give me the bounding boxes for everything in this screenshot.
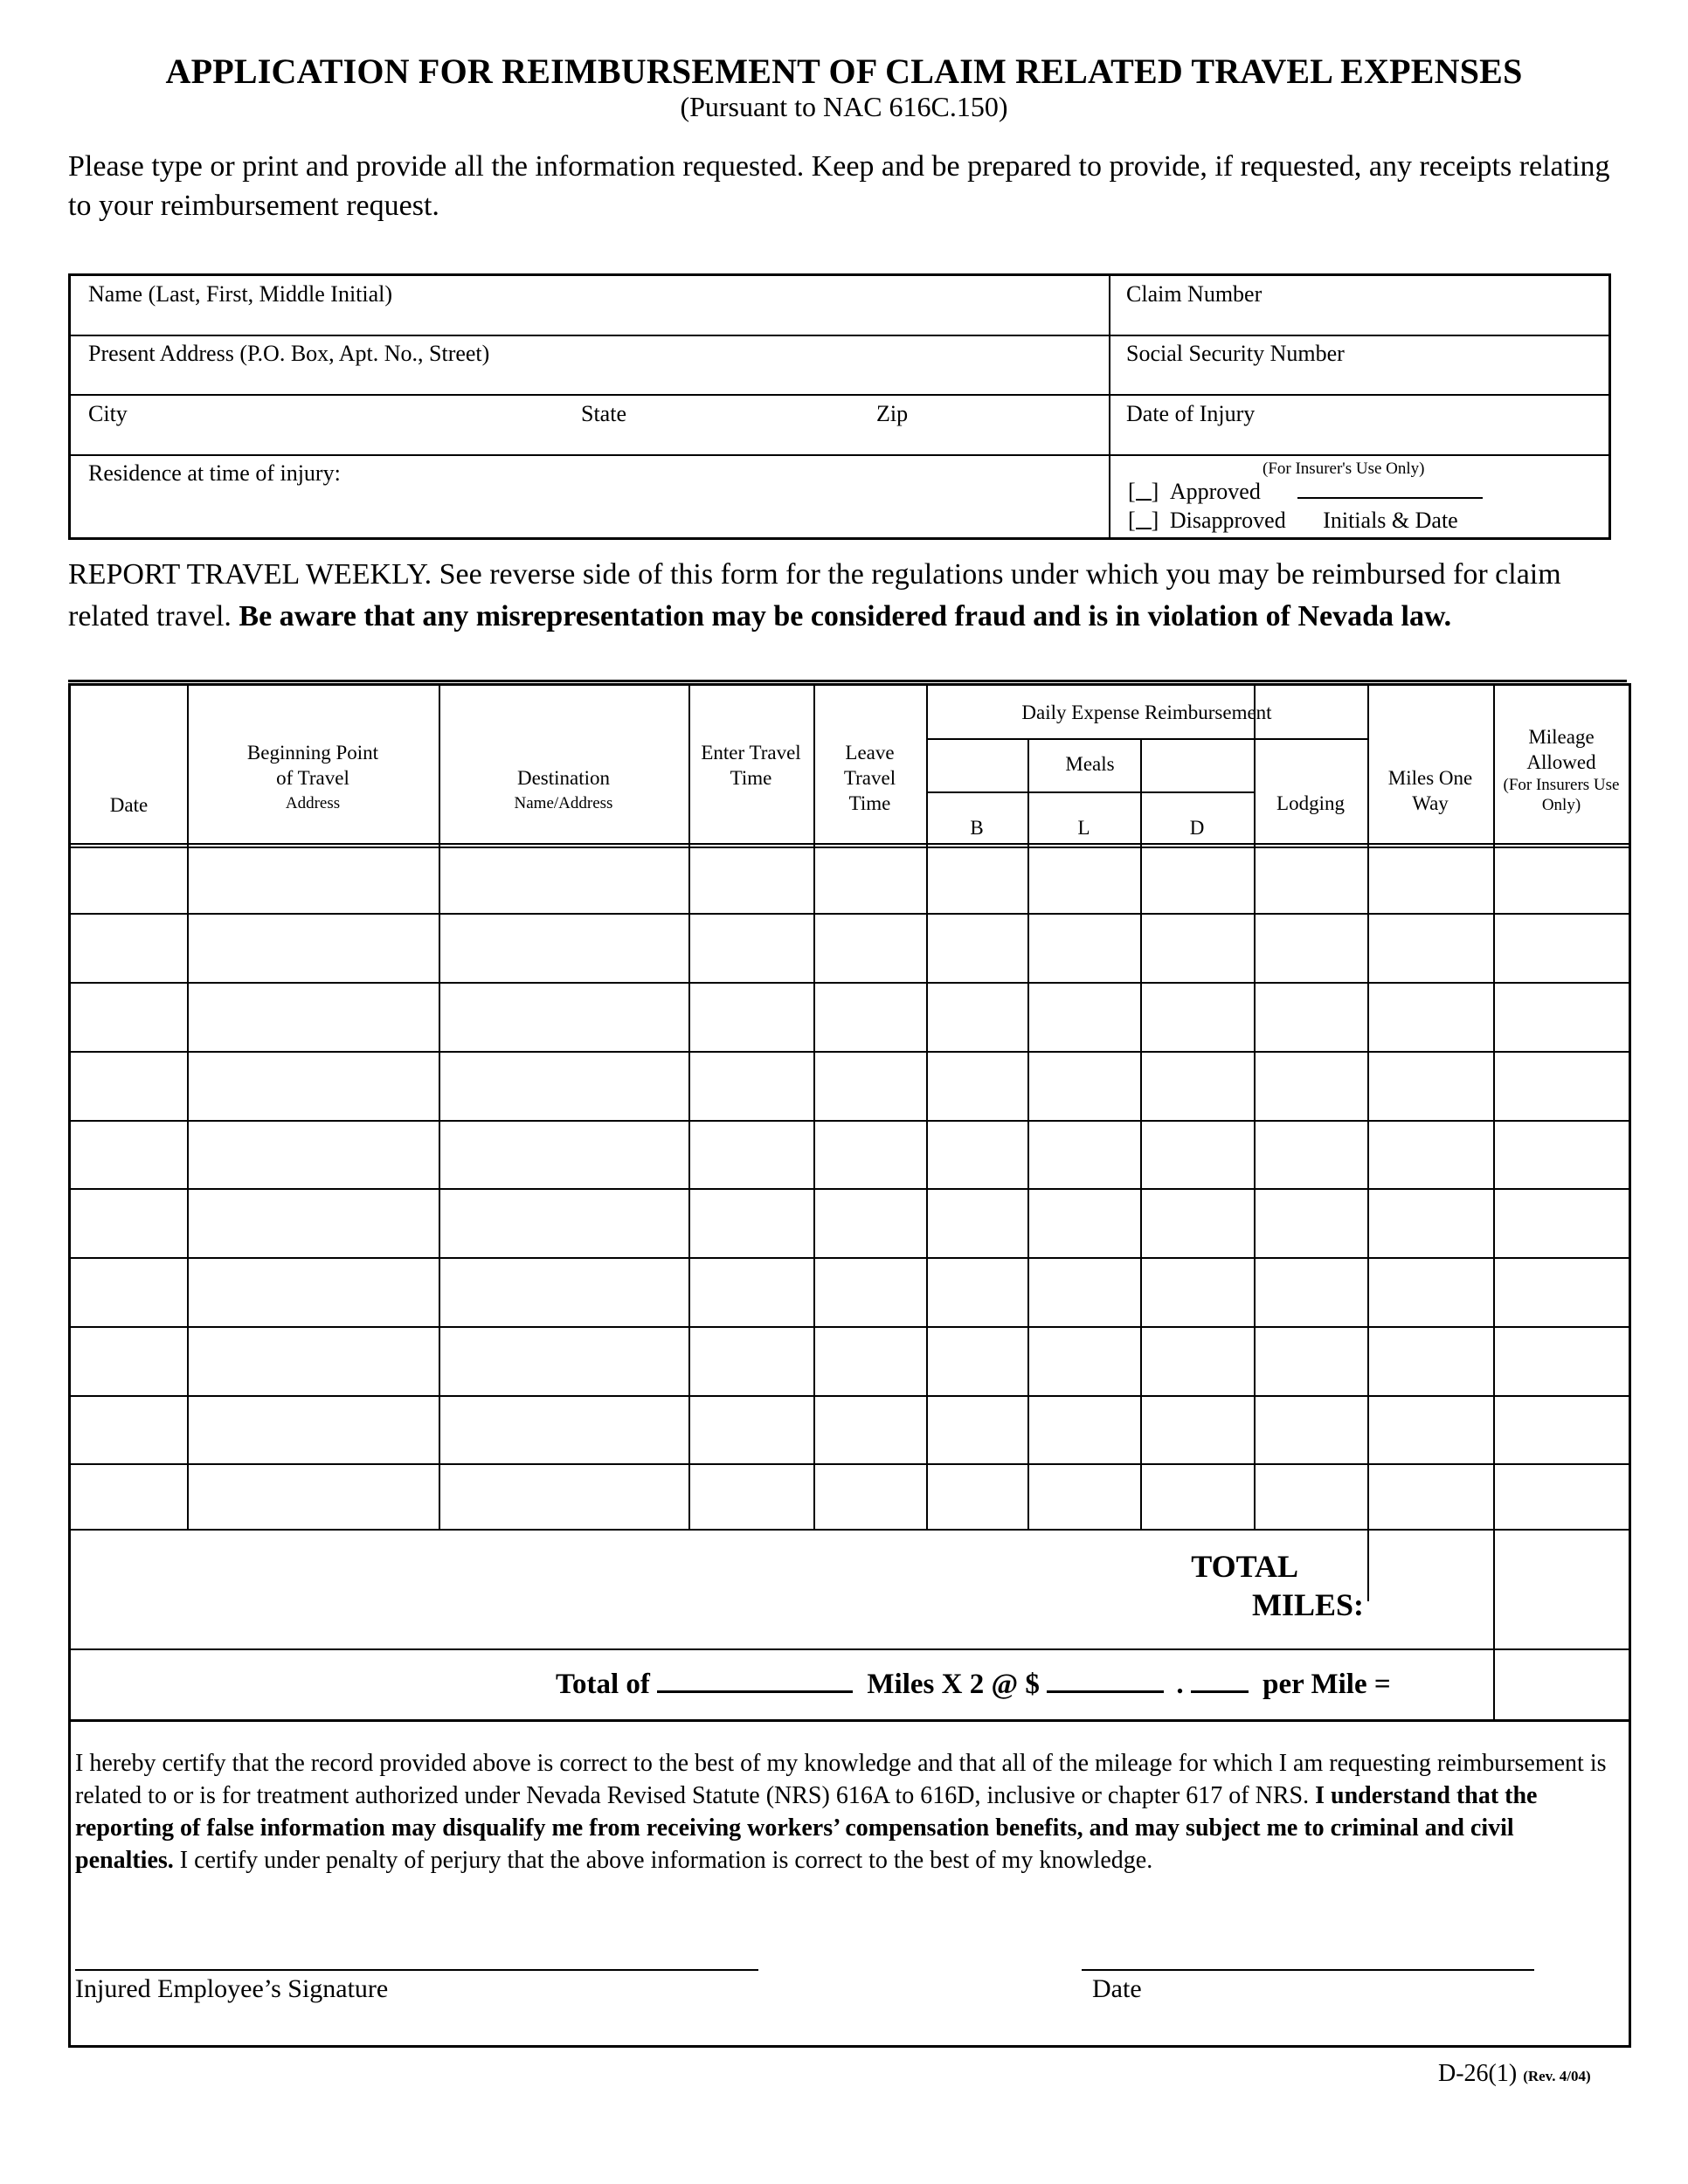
- row-6-date-cell[interactable]: [71, 1190, 187, 1257]
- row-2-dinner-cell[interactable]: [1142, 915, 1254, 982]
- rate-dollars-blank[interactable]: [1047, 1668, 1164, 1693]
- row-6-breakfast-cell[interactable]: [928, 1190, 1027, 1257]
- row-6-beginning-point-cell[interactable]: [189, 1190, 439, 1257]
- signature-line[interactable]: [75, 1969, 758, 1971]
- row-5-beginning-point-cell[interactable]: [189, 1122, 439, 1188]
- row-8-beginning-point-cell[interactable]: [189, 1328, 439, 1395]
- row-8-leave-time-cell[interactable]: [815, 1328, 926, 1395]
- row-7-mileage-allowed-cell[interactable]: [1495, 1259, 1629, 1326]
- divider: [68, 680, 1627, 682]
- residence-label: Residence at time of injury:: [88, 460, 341, 486]
- row-4-destination-cell[interactable]: [440, 1053, 688, 1120]
- revision: (Rev. 4/04): [1523, 2068, 1591, 2084]
- row-1-beginning-point-cell[interactable]: [189, 848, 439, 913]
- row-3-lodging-cell[interactable]: [1256, 984, 1367, 1051]
- calc-miles: Miles X 2 @ $: [867, 1669, 1040, 1700]
- total-miles-blank[interactable]: [657, 1668, 853, 1693]
- row-10-mileage-allowed-cell[interactable]: [1495, 1465, 1629, 1529]
- row-9-dinner-cell[interactable]: [1142, 1397, 1254, 1463]
- row-1-breakfast-cell[interactable]: [928, 848, 1027, 913]
- row-7-enter-time-cell[interactable]: [690, 1259, 813, 1326]
- reimbursement-amount-field[interactable]: [1495, 1650, 1629, 1719]
- col-breakfast: B: [970, 817, 984, 839]
- row-4-beginning-point-cell[interactable]: [189, 1053, 439, 1120]
- col-date: Date: [109, 794, 149, 816]
- row-4-lunch-cell[interactable]: [1029, 1053, 1140, 1120]
- row-2-date-cell[interactable]: [71, 915, 187, 982]
- row-2-breakfast-cell[interactable]: [928, 915, 1027, 982]
- initials-date-label: Initials & Date: [1323, 508, 1458, 533]
- row-5-mileage-allowed-cell[interactable]: [1495, 1122, 1629, 1188]
- col-beginning-point: Beginning Point of Travel Address: [246, 742, 379, 812]
- row-5-lodging-cell[interactable]: [1256, 1122, 1367, 1188]
- form-id: D-26(1): [1438, 2060, 1518, 2087]
- col-enter-travel-time: Enter Travel Time: [701, 742, 801, 789]
- row-6-lodging-cell[interactable]: [1256, 1190, 1367, 1257]
- row-9-enter-time-cell[interactable]: [690, 1397, 813, 1463]
- col-destination: Destination Name/Address: [514, 767, 613, 812]
- row-4-dinner-cell[interactable]: [1142, 1053, 1254, 1120]
- row-10-destination-cell[interactable]: [440, 1465, 688, 1529]
- row-8-destination-cell[interactable]: [440, 1328, 688, 1395]
- form-number: [1438, 2060, 1591, 2088]
- cert-penalty: I understand that the reporting of false information may disqualify me from receiving workers’ compensation benefits, and may subject me to criminal and civil penalties.: [75, 1782, 1538, 1874]
- ssn-label: Social Security Number: [1126, 341, 1345, 366]
- row-3-lunch-cell[interactable]: [1029, 984, 1140, 1051]
- row-6-destination-cell[interactable]: [440, 1190, 688, 1257]
- row-4-lodging-cell[interactable]: [1256, 1053, 1367, 1120]
- row-5-leave-time-cell[interactable]: [815, 1122, 926, 1188]
- meals-header: Meals: [1065, 753, 1115, 775]
- row-1-lodging-cell[interactable]: [1256, 848, 1367, 913]
- row-7-beginning-point-cell[interactable]: [189, 1259, 439, 1326]
- row-5-dinner-cell[interactable]: [1142, 1122, 1254, 1188]
- row-9-lunch-cell[interactable]: [1029, 1397, 1140, 1463]
- row-2-mileage-allowed-cell[interactable]: [1495, 915, 1629, 982]
- row-1-lunch-cell[interactable]: [1029, 848, 1140, 913]
- rate-cents-blank[interactable]: [1191, 1668, 1249, 1693]
- certification-text: [75, 1747, 1616, 1876]
- row-10-dinner-cell[interactable]: [1142, 1465, 1254, 1529]
- signature-date-label: Date: [1092, 1974, 1142, 2003]
- row-4-leave-time-cell[interactable]: [815, 1053, 926, 1120]
- cert-statement: I hereby certify that the record provided above is correct to the best of my knowledge and that all of the mileage for which I am requesting reimbursement is related to or is for treatment authorized under Nevada Revised Statute (NRS) 616A to 616D, inclusive or chapter 617 of NRS.: [75, 1750, 1607, 1809]
- row-8-mileage-allowed-cell[interactable]: [1495, 1328, 1629, 1395]
- row-1-mileage-allowed-cell[interactable]: [1495, 848, 1629, 913]
- row-7-miles-one-way-cell[interactable]: [1369, 1259, 1493, 1326]
- form-subtitle: (Pursuant to NAC 616C.150): [680, 91, 1008, 122]
- row-6-dinner-cell[interactable]: [1142, 1190, 1254, 1257]
- row-9-lodging-cell[interactable]: [1256, 1397, 1367, 1463]
- initials-date-line[interactable]: [1297, 481, 1483, 499]
- calc-dot: .: [1176, 1669, 1184, 1700]
- calc-per-mile: per Mile =: [1263, 1669, 1391, 1700]
- row-3-miles-one-way-cell[interactable]: [1369, 984, 1493, 1051]
- row-10-lodging-cell[interactable]: [1256, 1465, 1367, 1529]
- travel-log-table: [68, 683, 1631, 1722]
- row-7-destination-cell[interactable]: [440, 1259, 688, 1326]
- row-1-miles-one-way-cell[interactable]: [1369, 848, 1493, 913]
- form-title: APPLICATION FOR REIMBURSEMENT OF CLAIM RELATED TRAVEL EXPENSES: [165, 52, 1523, 91]
- row-7-date-cell[interactable]: [71, 1259, 187, 1326]
- row-3-date-cell[interactable]: [71, 984, 187, 1051]
- state-label: State: [581, 401, 626, 426]
- total-miles-label: TOTAL MILES:: [1191, 1549, 1364, 1622]
- row-8-lodging-cell[interactable]: [1256, 1328, 1367, 1395]
- row-4-enter-time-cell[interactable]: [690, 1053, 813, 1120]
- row-6-enter-time-cell[interactable]: [690, 1190, 813, 1257]
- total-mileage-insurer[interactable]: [1495, 1531, 1629, 1648]
- insurer-use-note: (For Insurer's Use Only): [1263, 460, 1425, 478]
- row-10-leave-time-cell[interactable]: [815, 1465, 926, 1529]
- row-10-lunch-cell[interactable]: [1029, 1465, 1140, 1529]
- city-label: City: [88, 401, 128, 426]
- zip-label: Zip: [876, 401, 909, 426]
- row-8-breakfast-cell[interactable]: [928, 1328, 1027, 1395]
- row-3-mileage-allowed-cell[interactable]: [1495, 984, 1629, 1051]
- name-label: Name (Last, First, Middle Initial): [88, 281, 393, 307]
- approved-label: Approved: [1169, 479, 1261, 504]
- approved-checkbox[interactable]: [ ]: [1128, 479, 1159, 504]
- col-lodging: Lodging: [1276, 792, 1345, 814]
- row-7-lodging-cell[interactable]: [1256, 1259, 1367, 1326]
- row-10-date-cell[interactable]: [71, 1465, 187, 1529]
- row-10-miles-one-way-cell[interactable]: [1369, 1465, 1493, 1529]
- mileage-calculation: [556, 1668, 1391, 1701]
- row-2-enter-time-cell[interactable]: [690, 915, 813, 982]
- row-1-leave-time-cell[interactable]: [815, 848, 926, 913]
- row-9-beginning-point-cell[interactable]: [189, 1397, 439, 1463]
- row-5-lunch-cell[interactable]: [1029, 1122, 1140, 1188]
- row-2-destination-cell[interactable]: [440, 915, 688, 982]
- row-5-breakfast-cell[interactable]: [928, 1122, 1027, 1188]
- row-6-leave-time-cell[interactable]: [815, 1190, 926, 1257]
- row-4-mileage-allowed-cell[interactable]: [1495, 1053, 1629, 1120]
- row-10-enter-time-cell[interactable]: [690, 1465, 813, 1529]
- row-5-date-cell[interactable]: [71, 1122, 187, 1188]
- row-9-breakfast-cell[interactable]: [928, 1397, 1027, 1463]
- disapproved-checkbox[interactable]: [ ]: [1128, 508, 1159, 533]
- date-line[interactable]: [1082, 1969, 1534, 1971]
- row-8-miles-one-way-cell[interactable]: [1369, 1328, 1493, 1395]
- col-mileage-allowed: Mileage Allowed (For Insurers Use Only): [1503, 726, 1620, 814]
- row-9-leave-time-cell[interactable]: [815, 1397, 926, 1463]
- row-3-dinner-cell[interactable]: [1142, 984, 1254, 1051]
- calc-total-of: Total of: [556, 1669, 650, 1700]
- row-9-mileage-allowed-cell[interactable]: [1495, 1397, 1629, 1463]
- row-8-dinner-cell[interactable]: [1142, 1328, 1254, 1395]
- disapproved-label: Disapproved: [1169, 508, 1286, 533]
- row-2-lodging-cell[interactable]: [1256, 915, 1367, 982]
- signature-label: Injured Employee’s Signature: [75, 1974, 389, 2003]
- daily-expense-header: Daily Expense Reimbursement: [1021, 702, 1272, 723]
- row-1-enter-time-cell[interactable]: [690, 848, 813, 913]
- row-5-destination-cell[interactable]: [440, 1122, 688, 1188]
- row-7-dinner-cell[interactable]: [1142, 1259, 1254, 1326]
- row-5-miles-one-way-cell[interactable]: [1369, 1122, 1493, 1188]
- col-miles-one-way: Miles One Way: [1387, 767, 1473, 814]
- row-8-enter-time-cell[interactable]: [690, 1328, 813, 1395]
- row-4-miles-one-way-cell[interactable]: [1369, 1053, 1493, 1120]
- row-4-date-cell[interactable]: [71, 1053, 187, 1120]
- row-4-breakfast-cell[interactable]: [928, 1053, 1027, 1120]
- row-2-miles-one-way-cell[interactable]: [1369, 915, 1493, 982]
- row-3-destination-cell[interactable]: [440, 984, 688, 1051]
- cert-perjury: I certify under penalty of perjury that the above information is correct to the best of my knowledge.: [173, 1847, 1153, 1874]
- row-6-miles-one-way-cell[interactable]: [1369, 1190, 1493, 1257]
- row-6-mileage-allowed-cell[interactable]: [1495, 1190, 1629, 1257]
- warning-text: REPORT TRAVEL WEEKLY. See reverse side of this form for the regulations under which you may be reimbursed for claim related travel.: [68, 558, 1561, 632]
- row-7-breakfast-cell[interactable]: [928, 1259, 1027, 1326]
- disapproved-option[interactable]: [1128, 508, 1458, 534]
- row-3-enter-time-cell[interactable]: [690, 984, 813, 1051]
- row-1-date-cell[interactable]: [71, 848, 187, 913]
- col-leave-travel-time: Leave Travel Time: [843, 742, 896, 814]
- claimant-info-box: [68, 273, 1611, 540]
- date-of-injury-label: Date of Injury: [1126, 401, 1256, 426]
- claim-number-label: Claim Number: [1126, 281, 1263, 307]
- row-7-leave-time-cell[interactable]: [815, 1259, 926, 1326]
- row-5-enter-time-cell[interactable]: [690, 1122, 813, 1188]
- approved-option[interactable]: [1128, 479, 1483, 505]
- row-10-beginning-point-cell[interactable]: [189, 1465, 439, 1529]
- total-miles-input[interactable]: [1369, 1531, 1493, 1648]
- fraud-warning: Be aware that any misrepresentation may be considered fraud and is in violation of Nevada law.: [239, 600, 1452, 632]
- row-3-beginning-point-cell[interactable]: [189, 984, 439, 1051]
- row-8-lunch-cell[interactable]: [1029, 1328, 1140, 1395]
- row-9-date-cell[interactable]: [71, 1397, 187, 1463]
- col-lunch: L: [1077, 817, 1090, 839]
- row-6-lunch-cell[interactable]: [1029, 1190, 1140, 1257]
- row-3-leave-time-cell[interactable]: [815, 984, 926, 1051]
- row-3-breakfast-cell[interactable]: [928, 984, 1027, 1051]
- instructions: Please type or print and provide all the information requested. Keep and be prepared to provide, if requested, any receipts relating to your reimbursement request.: [68, 150, 1610, 222]
- col-dinner: D: [1189, 817, 1205, 839]
- row-1-destination-cell[interactable]: [440, 848, 688, 913]
- row-1-dinner-cell[interactable]: [1142, 848, 1254, 913]
- row-7-lunch-cell[interactable]: [1029, 1259, 1140, 1326]
- row-2-lunch-cell[interactable]: [1029, 915, 1140, 982]
- row-9-destination-cell[interactable]: [440, 1397, 688, 1463]
- row-2-beginning-point-cell[interactable]: [189, 915, 439, 982]
- row-10-breakfast-cell[interactable]: [928, 1465, 1027, 1529]
- row-8-date-cell[interactable]: [71, 1328, 187, 1395]
- row-2-leave-time-cell[interactable]: [815, 915, 926, 982]
- row-9-miles-one-way-cell[interactable]: [1369, 1397, 1493, 1463]
- travel-warning: [68, 554, 1623, 638]
- address-label: Present Address (P.O. Box, Apt. No., Street): [88, 341, 490, 366]
